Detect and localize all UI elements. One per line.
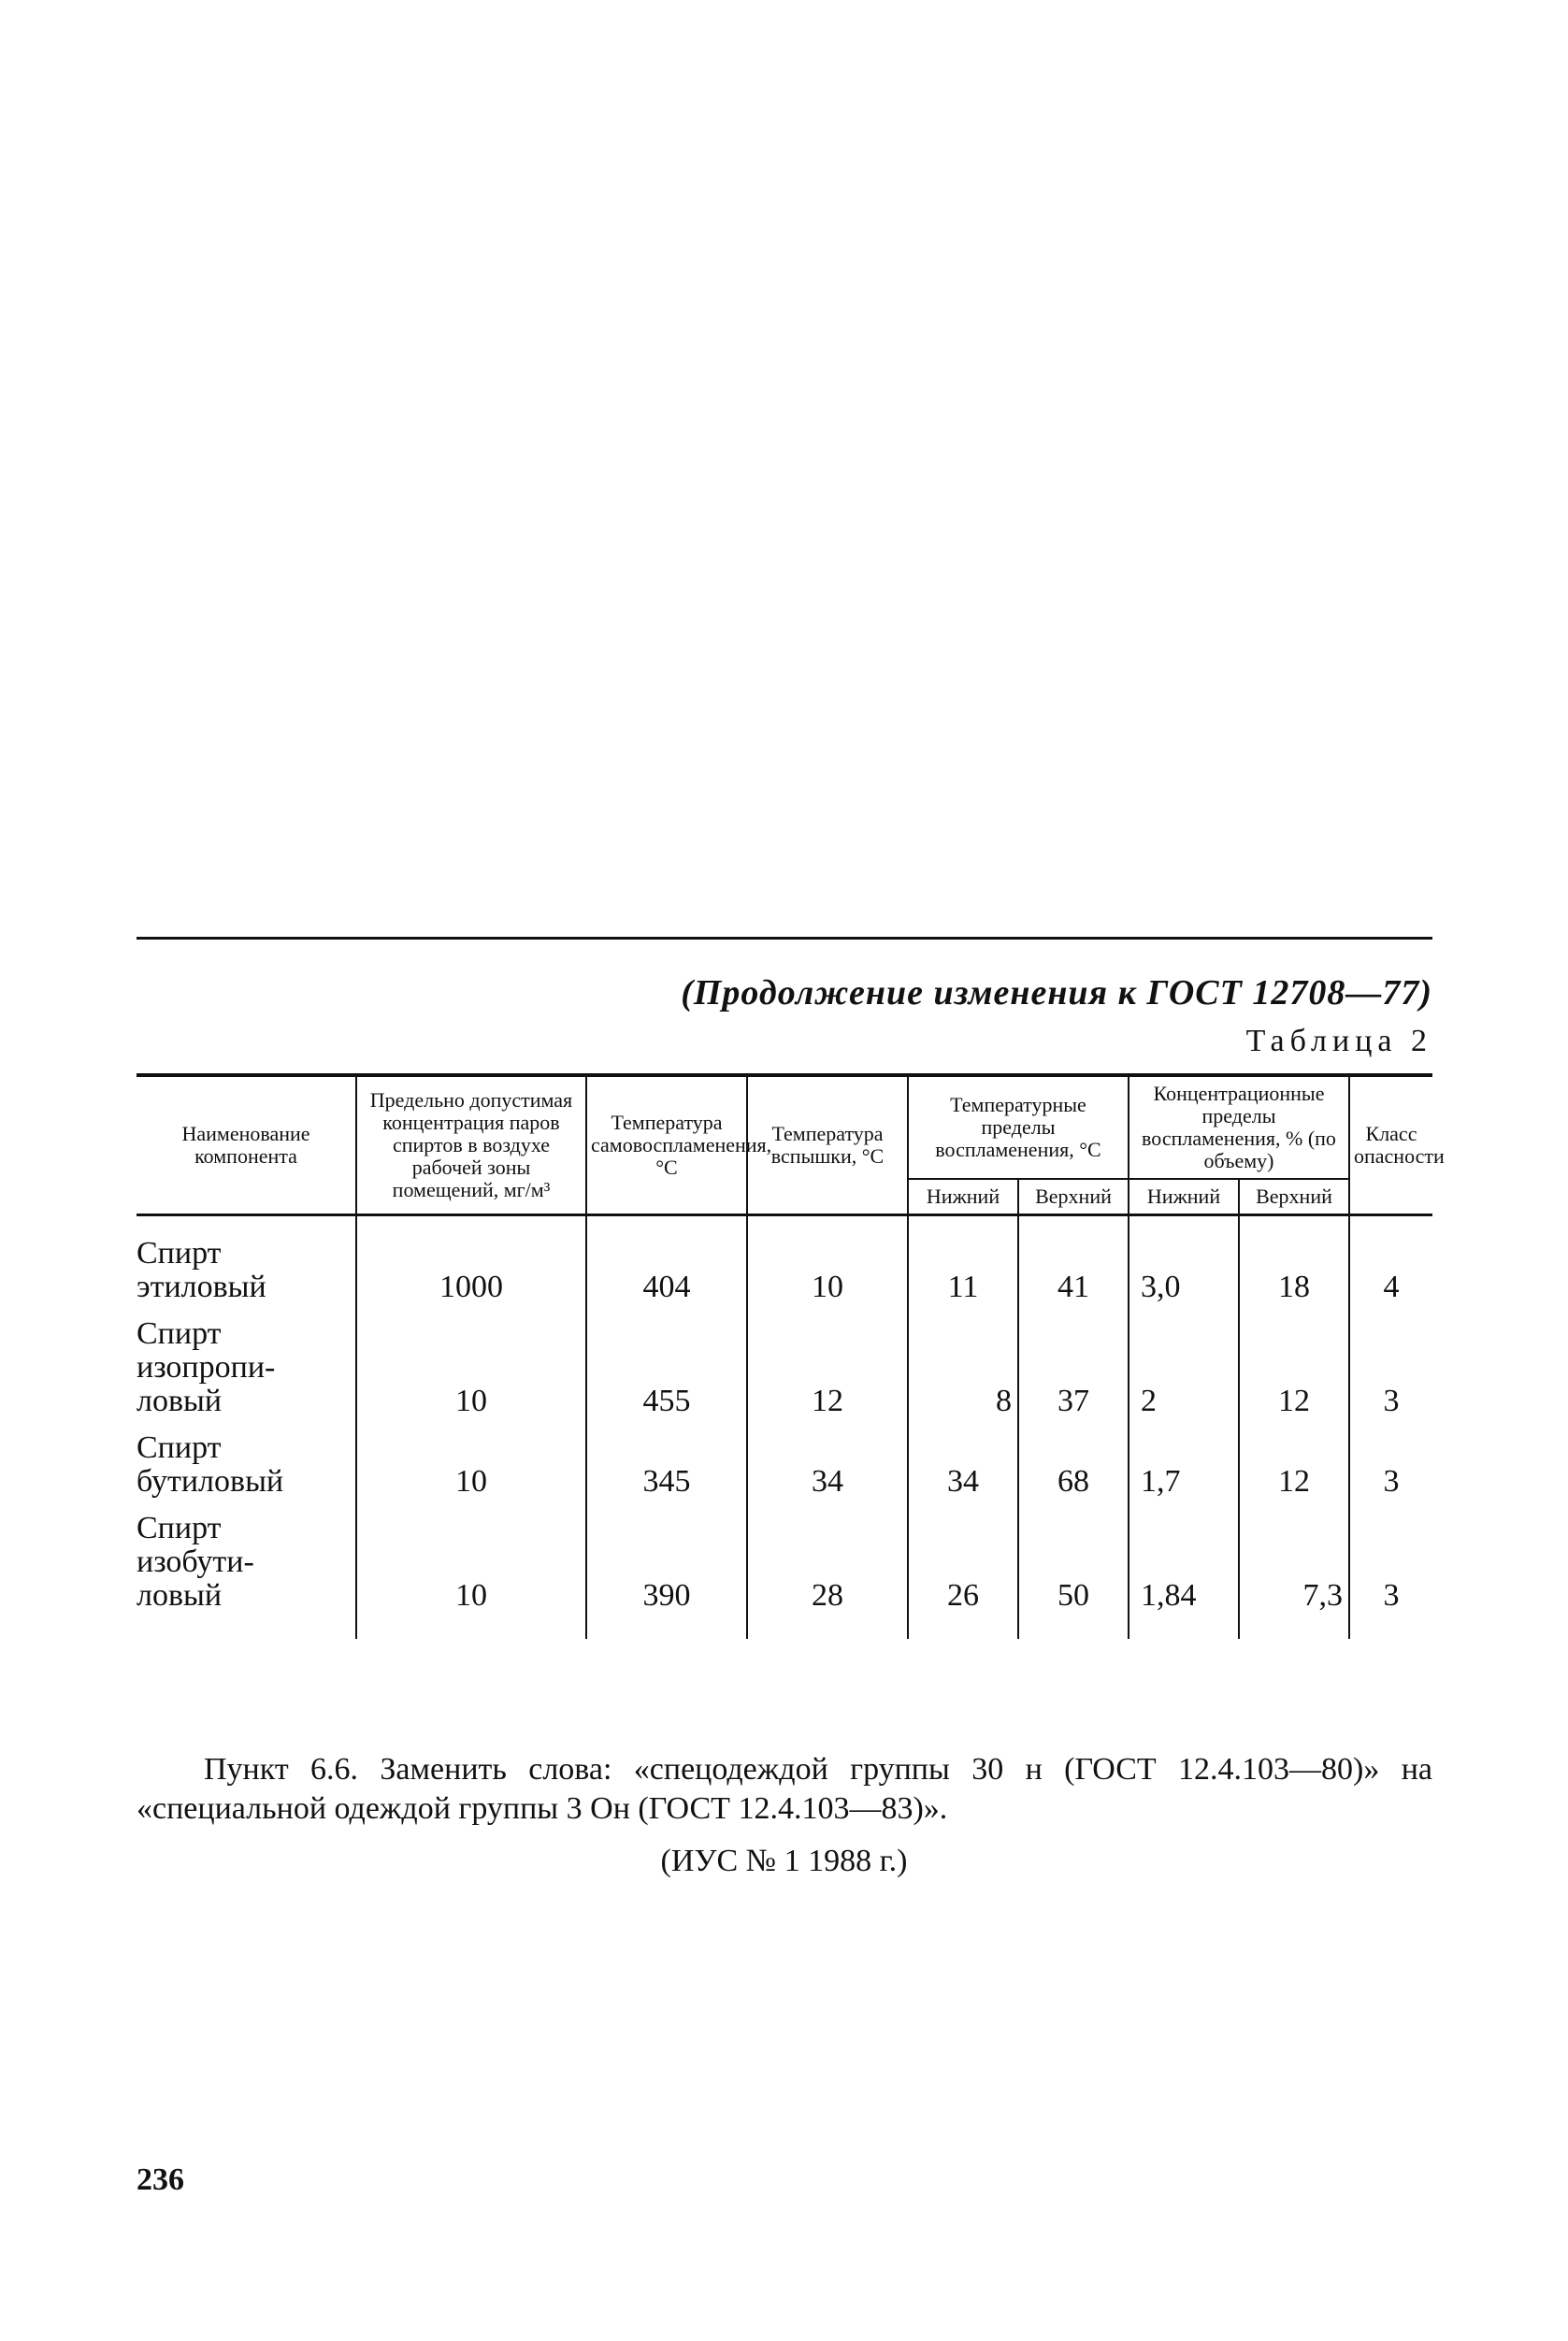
header-mac: Предельно допустимая концентрация паров спиртов в воздухе рабочей зоны помещений, мг/м³: [356, 1075, 586, 1215]
table-label: Таблица 2: [1245, 1024, 1432, 1058]
component-name: Спирт этиловый: [137, 1215, 356, 1318]
page-number: 236: [137, 2162, 184, 2197]
header-temp-lower: Нижний: [908, 1179, 1018, 1215]
cell-hazard-class: 3: [1349, 1512, 1432, 1639]
cell-mac: 10: [356, 1512, 586, 1639]
source-reference: (ИУС № 1 1988 г.): [660, 1844, 908, 1878]
header-hazard-class: Класс опасности: [1349, 1075, 1432, 1215]
component-name: Спирт изобути- ловый: [137, 1512, 356, 1639]
cell-conc-lower: 3,0: [1129, 1215, 1239, 1318]
header-component-name: Наименование компонента: [137, 1075, 356, 1215]
header-concentration-limits: Концентрационные пределы воспламенения, % (по объему): [1129, 1075, 1349, 1179]
cell-temp-upper: 41: [1018, 1215, 1129, 1318]
table-row: [137, 1317, 1432, 1431]
cell-flash-point: 28: [747, 1512, 908, 1639]
cell-hazard-class: 4: [1349, 1215, 1432, 1318]
cell-conc-lower: 1,84: [1129, 1512, 1239, 1639]
cell-conc-upper: 12: [1239, 1317, 1349, 1431]
cell-conc-upper: 7,3: [1239, 1512, 1349, 1639]
cell-conc-lower: 2: [1129, 1317, 1239, 1431]
cell-flash-point: 10: [747, 1215, 908, 1318]
cell-autoignition: 455: [586, 1317, 747, 1431]
cell-conc-lower: 1,7: [1129, 1431, 1239, 1512]
cell-autoignition: 404: [586, 1215, 747, 1318]
cell-conc-upper: 18: [1239, 1215, 1349, 1318]
cell-temp-lower: 11: [908, 1215, 1018, 1318]
table-row: [137, 1512, 1432, 1639]
header-conc-upper: Верхний: [1239, 1179, 1349, 1215]
component-name: Спирт бутиловый: [137, 1431, 356, 1512]
cell-hazard-class: 3: [1349, 1317, 1432, 1431]
header-temp-upper: Верхний: [1018, 1179, 1129, 1215]
table-row: [137, 1431, 1432, 1512]
cell-temp-upper: 50: [1018, 1512, 1129, 1639]
cell-temp-upper: 68: [1018, 1431, 1129, 1512]
cell-conc-upper: 12: [1239, 1431, 1349, 1512]
amendment-note: Пункт 6.6. Заменить слова: «спецодеждой группы 30 н (ГОСТ 12.4.103—80)» на «специальной одеждой группы 3 Он (ГОСТ 12.4.103—83)».: [137, 1752, 1432, 1826]
cell-hazard-class: 3: [1349, 1431, 1432, 1512]
cell-temp-upper: 37: [1018, 1317, 1129, 1431]
cell-temp-lower: 34: [908, 1431, 1018, 1512]
cell-mac: 10: [356, 1431, 586, 1512]
table-row: [137, 1215, 1432, 1318]
cell-temp-lower: 26: [908, 1512, 1018, 1639]
cell-mac: 1000: [356, 1215, 586, 1318]
cell-flash-point: 12: [747, 1317, 908, 1431]
header-temperature-limits: Температурные пределы воспламенения, °С: [908, 1075, 1129, 1179]
cell-flash-point: 34: [747, 1431, 908, 1512]
header-flash-point: Температура вспышки, °С: [747, 1075, 908, 1215]
properties-table: [137, 1073, 1445, 1639]
component-name: Спирт изопропи- ловый: [137, 1317, 356, 1431]
cell-temp-lower: 8: [908, 1317, 1018, 1431]
header-autoignition: Температура самовоспламенения, °С: [586, 1075, 747, 1215]
header-conc-lower: Нижний: [1129, 1179, 1239, 1215]
header-row-main: [137, 1075, 1432, 1179]
top-rule: [137, 937, 1432, 940]
cell-mac: 10: [356, 1317, 586, 1431]
cell-autoignition: 345: [586, 1431, 747, 1512]
cell-autoignition: 390: [586, 1512, 747, 1639]
continuation-heading: (Продолжение изменения к ГОСТ 12708—77): [681, 973, 1432, 1013]
